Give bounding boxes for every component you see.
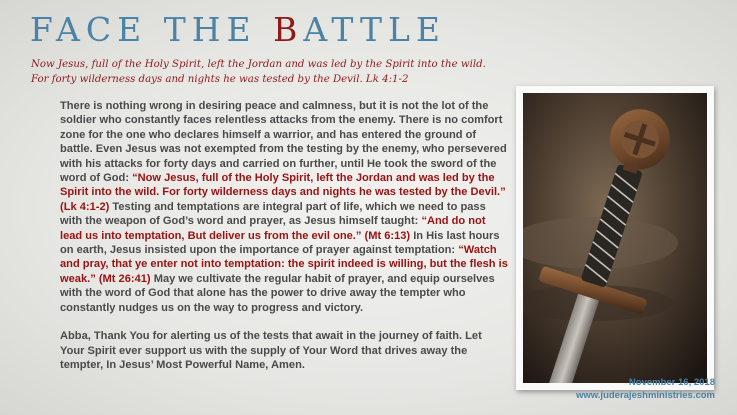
body-text-segment: In His last hours on earth, Jesus insisted upon the importance of prayer against temptation: [60,229,500,257]
scripture-quote: “Watch and pray, that ye enter not into temptation: the spirit indeed is willing, but the flesh is weak.” (Mt 26:41) [60,244,508,285]
body-text-segment: There is nothing wrong in desiring peace and calmness, but it is not the lot of the soldier who constantly faces relentless attacks from the enemy. There is no comfort zone for the one who declares himself a warrior, and has entered the ground of battle. Even Jesus was not exempted from the testing by the enemy, who persevered with his attacks for forty days and carried on further, until He took the sword of the word of God: [60,100,507,185]
devotional-body [60,99,508,372]
sword-photo [516,86,714,390]
devotional-paragraph [60,99,508,315]
title-part-1: FACE THE [30,10,274,49]
sword-illustration [523,93,707,383]
website-url: www.juderajeshministries.com [575,390,715,401]
footer [576,376,715,402]
slide-title [30,10,446,50]
scripture-quote: “And do not lead us into temptation, But deliver us from the evil one.” (Mt 6:13) [60,215,486,242]
prayer-paragraph: Abba, Thank You for alerting us of the tests that await in the journey of faith. Let Your Spirit ever support us with the supply of Your Word that drives away the tempter, In Jesus’ Most Powerful Name, Amen. [60,330,482,371]
body-text-segment: May we cultivate the regular habit of prayer, and equip ourselves with the word of God that alone has the power to drive away the tempter who constantly nudges us on the way to progress and victory. [60,272,495,314]
scripture-subtitle: Now Jesus, full of the Holy Spirit, left the Jordan and was led by the Spirit into the wild. For forty wilderness days and nights he was tested by the Devil. Lk 4:1-2 [31,59,486,85]
scripture-quote: “Now Jesus, full of the Holy Spirit, left the Jordan and was led by the Spirit into the wild. For forty wilderness days and nights he was tested by the Devil.” (Lk 4:1-2) [60,172,506,213]
title-part-2: ATTLE [303,10,446,49]
post-date: November 16, 2018 [628,377,715,388]
body-text-segment: Testing and temptations are integral part of life, which we need to pass with the weapon of God’s word and prayer, as Jesus himself taught: [60,200,486,228]
title-accent-letter: B [273,10,304,49]
